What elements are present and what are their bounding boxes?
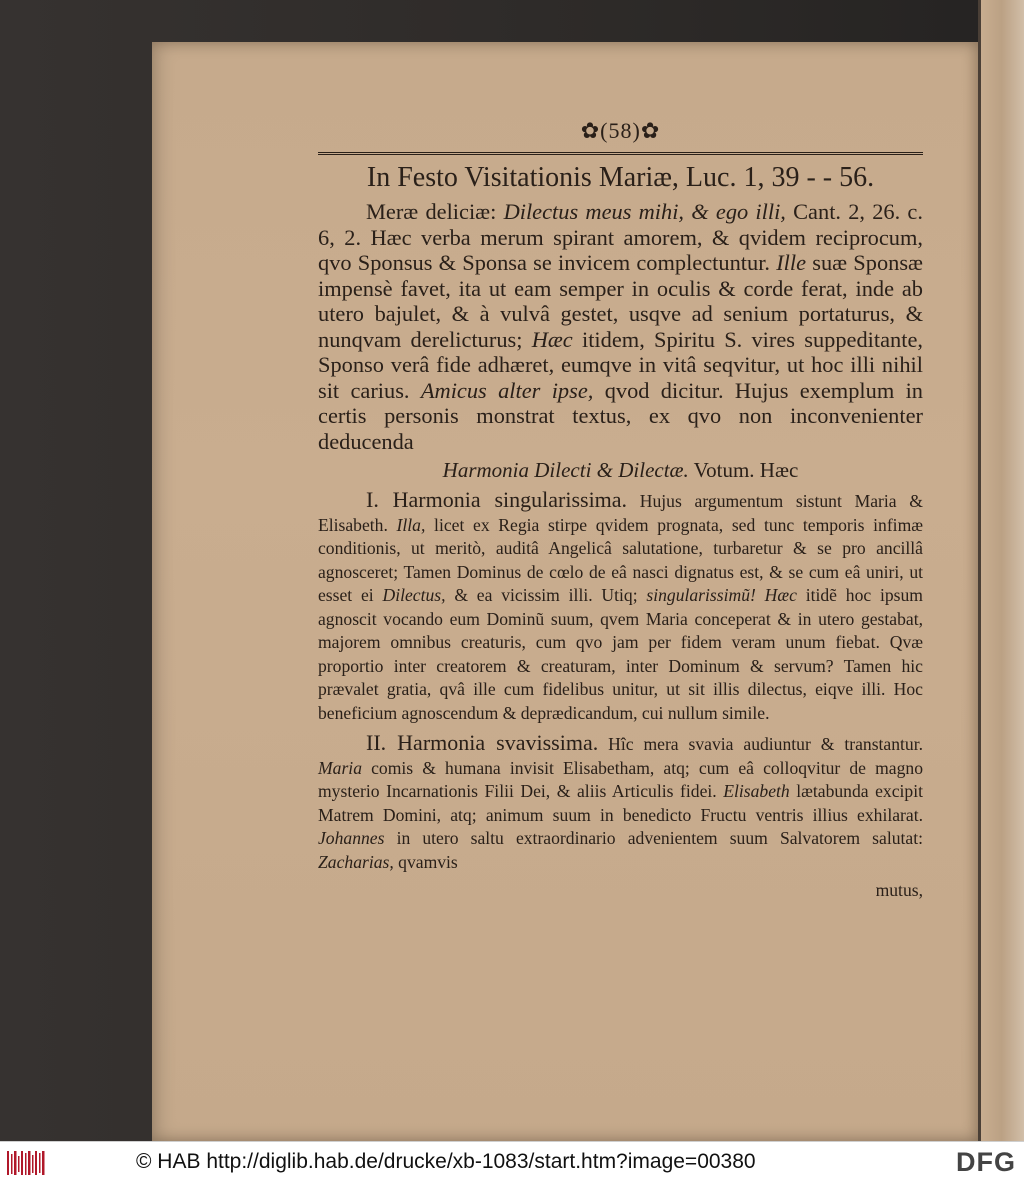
footer-bar: [0, 1141, 1024, 1183]
page-number: ✿(58)✿: [580, 118, 661, 143]
section-two: II. Harmonia svavissima. Hîc mera svavia audiuntur & transtantur. Maria comis & humana invisit Elisabetham, atq; cum eâ colloqvitur de magno mysterio Incarnationis Filii Dei, & aliis Articulis fidei. Elisabeth lætabunda excipit Matrem Domini, atq; animum suum in benedicto Fructu ventris illius exhilarat. Johannes in utero saltu extraordinario advenientem suum Salvatorem salutat: Zacharias, qvamvis: [318, 730, 924, 872]
dfg-logo[interactable]: DFG: [956, 1147, 1016, 1177]
intro-paragraph: Meræ deliciæ: Dilectus meus mihi, & ego illi, Cant. 2, 26. c. 6, 2. Hæc verba merum spirant amorem, & qvidem reciprocum, qvo Sponsus & Sponsa se invicem complectuntur. Ille suæ Sponsæ impensè favet, ita ut eam semper in oculis & corde ferat, inde ab utero bajulet, & à vulvâ gestet, usqve ad senium portaturus, & nunqvam derelicturus; Hæc itidem, Spiritu S. vires suppeditante, Sponso verâ fide adhæret, eumqve in vitâ seqvitur, ut hoc illi nihil sit carius. Amicus alter ipse, qvod dicitur. Hujus exemplum in certis personis monstrat textus, ex qvo non inconvenienter deducenda: [318, 199, 923, 454]
header-rule: [318, 152, 923, 157]
ornament-left-icon: ✿: [580, 118, 601, 143]
catchword: mutus,: [875, 880, 923, 900]
section-heading: In Festo Visitationis Mariæ, Luc. 1, 39 - - 56.: [366, 162, 875, 193]
next-page-edge: [978, 0, 1024, 1141]
ornament-right-icon: ✿: [640, 118, 661, 143]
subheading: Harmonia Dilecti & Dilectæ. Votum. Hæc: [442, 458, 799, 482]
hab-logo-icon[interactable]: [6, 1148, 46, 1178]
copyright-link[interactable]: © HAB http://diglib.hab.de/drucke/xb-1083/start.htm?image=00380: [136, 1150, 756, 1173]
section-one: I. Harmonia singularissima. Hujus argumentum sistunt Maria & Elisabeth. Illa, licet ex Regia stirpe qvidem prognata, sed tunc temporis infimæ conditionis, ut meritò, auditâ Angelicâ salutatione, turbaretur & se pro ancillâ agnosceret; Tamen Dominus de cœlo de eâ nasci dignatus est, & se cum eâ uniri, ut esset ei Dilectus, & ea vicissim illi. Utiq; singularissimũ! Hæc itidẽ hoc ipsum agnoscit vocando eum Dominũ suum, qvem Maria conceperat & in utero gestabat, majorem omnibus creaturis, cum qvo jam per fidem veram unum fiebat. Qvæ proportio inter creatorem & creaturam, inter Dominum & servum? Tamen hic prævalet gratia, qvâ ille cum fidelibus unitur, ut sit illis dilectus, eiqve illi. Hoc beneficium agnoscendum & deprædicandum, cui nullum simile.: [318, 487, 923, 723]
page-text: [318, 118, 923, 900]
section-two-title: II. Harmonia svavissima.: [366, 730, 599, 755]
section-one-title: I. Harmonia singularissima.: [366, 487, 628, 512]
